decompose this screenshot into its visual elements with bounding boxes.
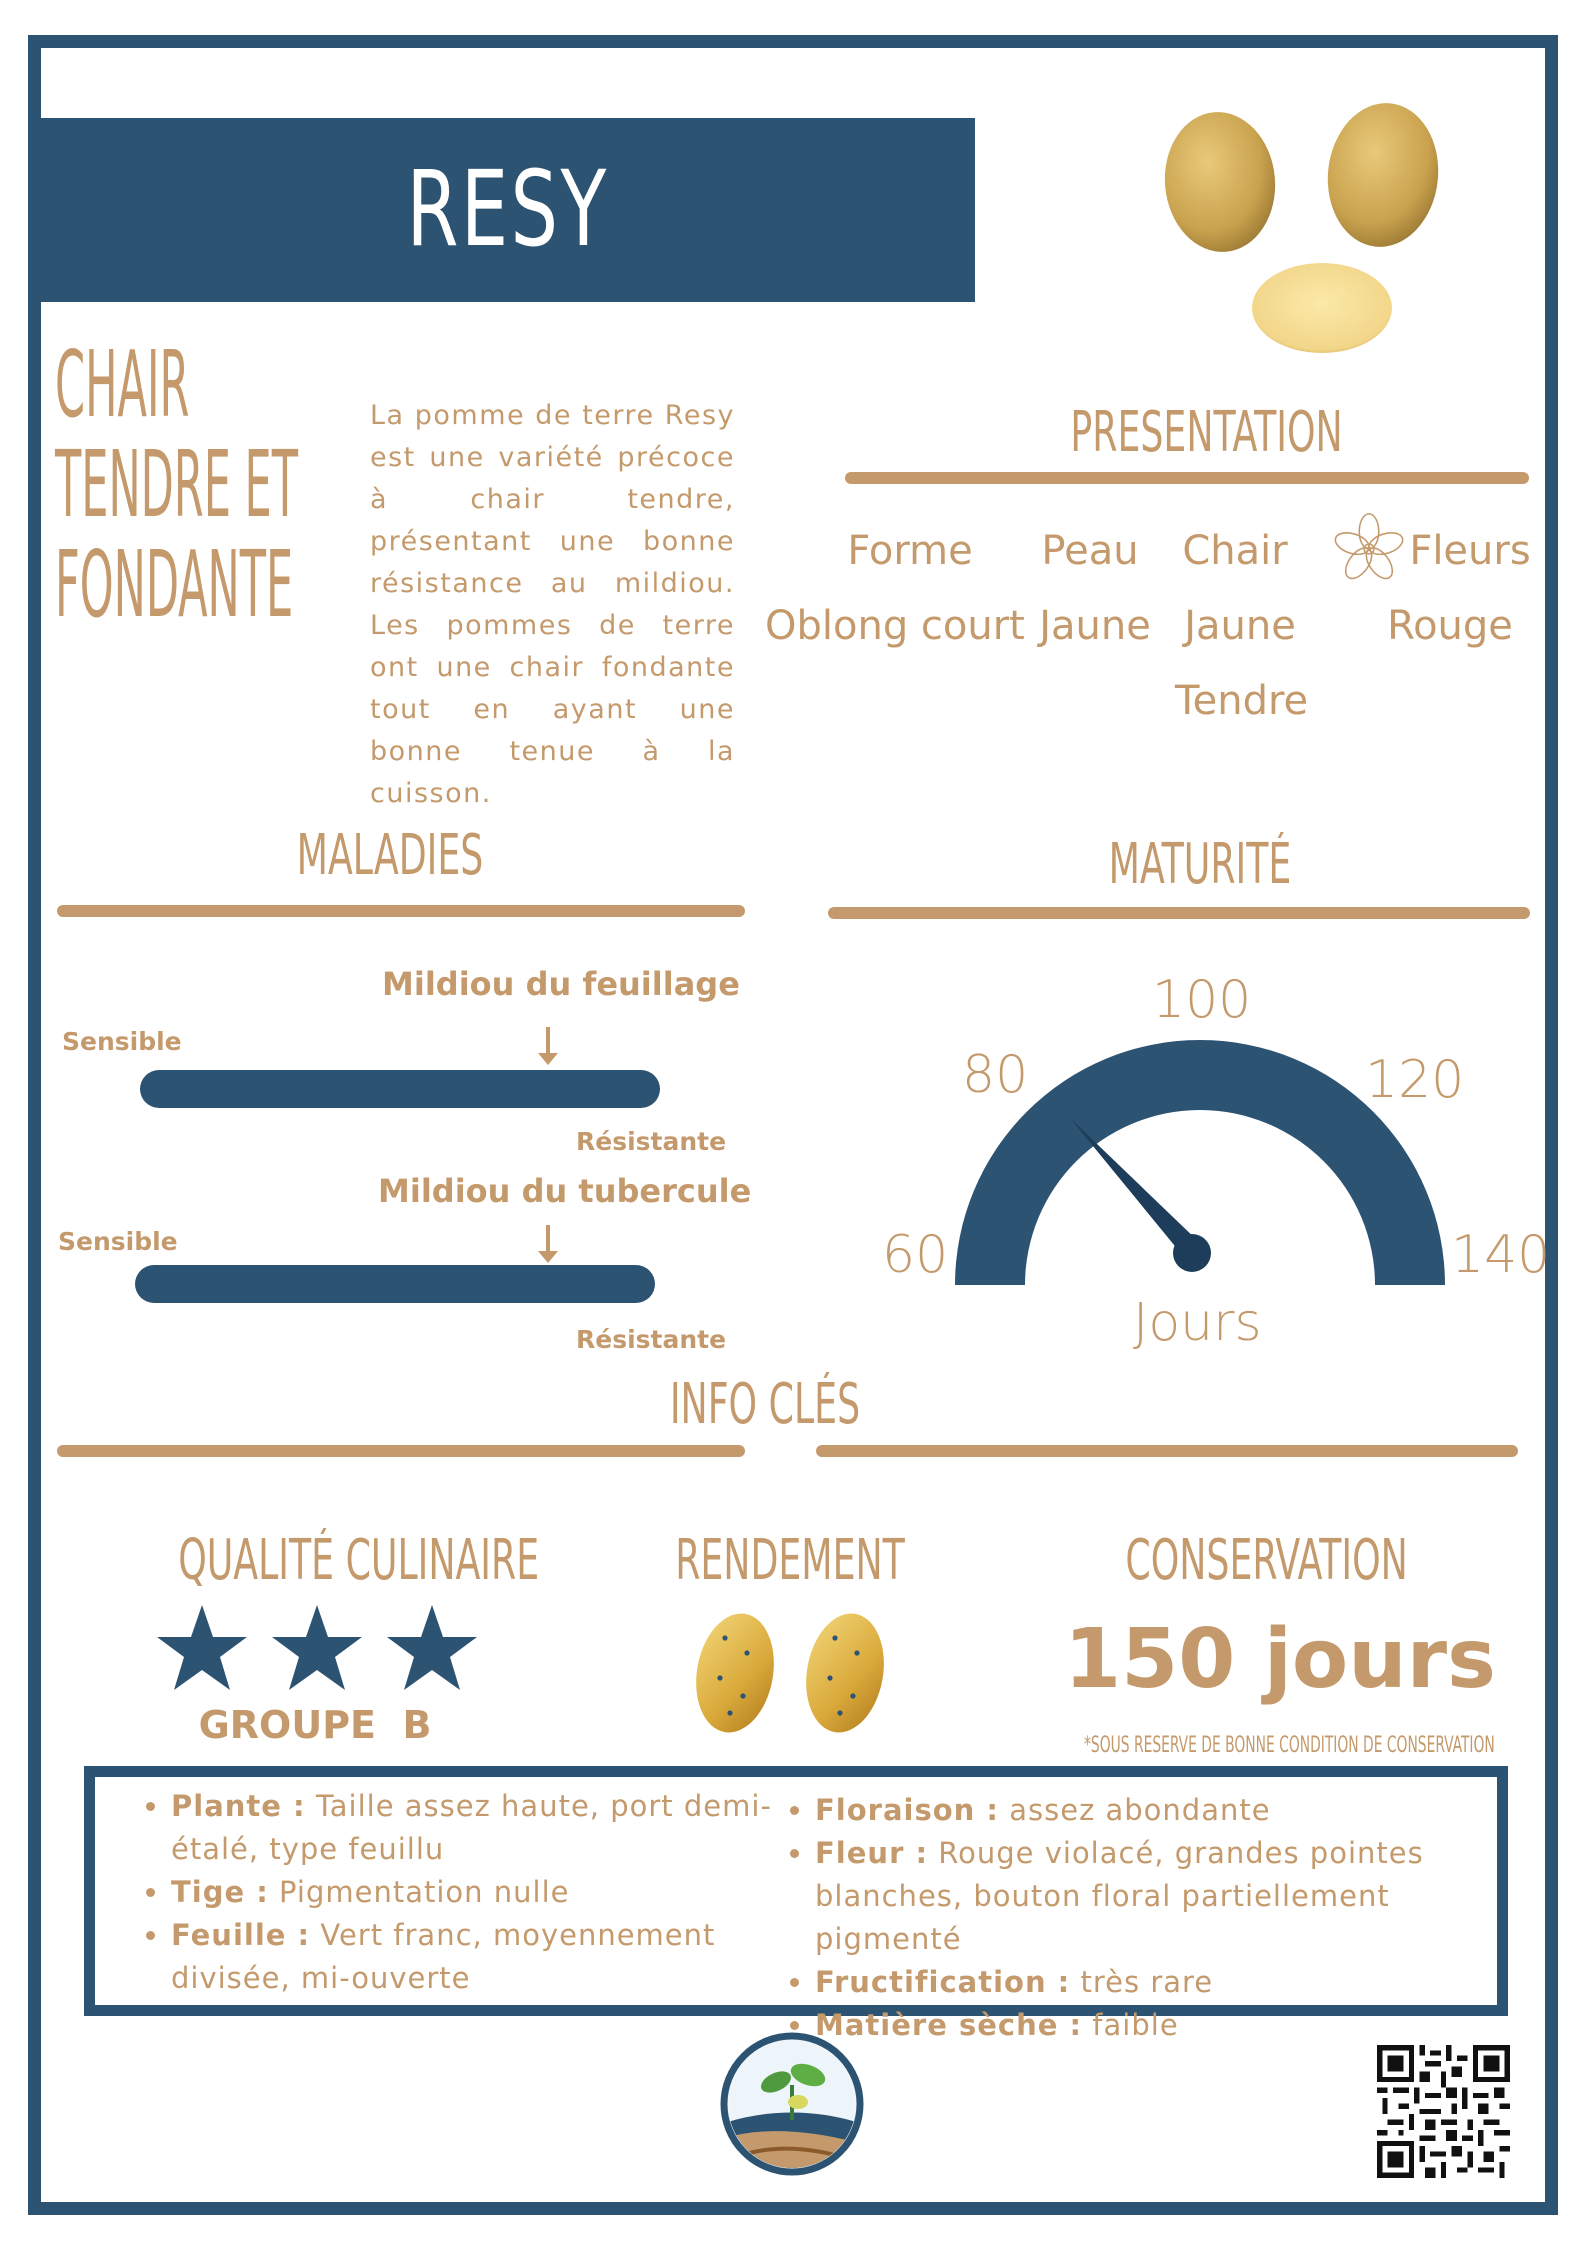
detail-item	[171, 1785, 781, 1871]
details-box	[84, 1766, 1508, 2042]
detail-value: assez abondante	[999, 1793, 1271, 1827]
tagline-line: TENDRE ET	[55, 431, 299, 538]
page-title: RESY	[406, 148, 609, 270]
detail-value: Taille assez haute, port demi-étalé, type feuillu	[171, 1789, 772, 1866]
info-cles-rule-right	[816, 1445, 1518, 1457]
detail-item	[815, 1832, 1505, 1961]
detail-value: Vert franc, moyennement divisée, mi-ouverte	[171, 1918, 716, 1995]
description: La pomme de terre Resy est une variété précoce à chair tendre, présentant une bonne résistance au mildiou. Les pommes de terre ont une chair fondante tout en ayant une bonne tenue à la cuisson.	[370, 400, 735, 809]
forme-label: Forme	[847, 528, 973, 574]
detail-key: Plante :	[171, 1789, 306, 1823]
yield-potatoes	[685, 1608, 895, 1738]
gauge-tick: 60	[882, 1225, 949, 1285]
logo	[718, 2030, 866, 2178]
detail-item	[815, 2004, 1505, 2047]
star-rating	[152, 1600, 482, 1695]
presentation-rule	[845, 472, 1529, 484]
qualite-heading: QUALITÉ CULINAIRE	[178, 1528, 540, 1593]
peau-value: Jaune	[1039, 603, 1151, 649]
chair-label: Chair	[1182, 528, 1288, 574]
qr-code	[1377, 2045, 1510, 2178]
potato-photo	[1150, 90, 1470, 370]
detail-key: Fructification :	[815, 1965, 1071, 1999]
detail-value: très rare	[1070, 1965, 1214, 1999]
detail-value: Rouge violacé, grandes pointes blanches, bouton floral partiellement pigmenté	[815, 1836, 1424, 1956]
detail-value: Pigmentation nulle	[268, 1875, 570, 1909]
info-cles-rule-left	[57, 1445, 745, 1457]
sensible-label: Sensible	[58, 1227, 178, 1256]
star-icon	[272, 1605, 362, 1690]
detail-key: Fleur :	[815, 1836, 929, 1870]
detail-item	[815, 1789, 1505, 1832]
potato-icon	[687, 1608, 783, 1738]
gauge-tick: 100	[1152, 970, 1252, 1030]
peau-label: Peau	[1041, 528, 1139, 574]
star-icon	[387, 1605, 477, 1690]
conservation-note: *SOUS RESERVE DE BONNE CONDITION DE CONSERVATION	[1084, 1733, 1495, 1758]
maturite-heading: MATURITÉ	[1108, 832, 1292, 897]
chair-value: Tendre	[1175, 678, 1309, 724]
detail-key: Matière sèche :	[815, 2008, 1083, 2042]
disease-name: Mildiou du feuillage	[382, 965, 740, 1003]
disease-name: Mildiou du tubercule	[378, 1172, 752, 1210]
gauge-pivot	[1173, 1234, 1211, 1272]
resistante-label: Résistante	[576, 1127, 727, 1156]
maturite-rule	[828, 907, 1530, 919]
chair-value: Jaune	[1184, 603, 1296, 649]
tagline-line: CHAIR	[55, 331, 190, 438]
detail-key: Tige :	[171, 1875, 269, 1909]
conservation-value: 150 jours	[1064, 1612, 1496, 1707]
flower-icon	[1330, 510, 1408, 588]
detail-item	[171, 1871, 781, 1914]
level-marker	[546, 1225, 550, 1255]
details-right	[785, 1789, 1505, 2047]
detail-key: Floraison :	[815, 1793, 1000, 1827]
maladies-heading: MALADIES	[296, 823, 484, 888]
gauge-unit: Jours	[1133, 1293, 1262, 1353]
info-cles-heading: INFO CLÉS	[669, 1372, 861, 1437]
sensible-label: Sensible	[62, 1027, 182, 1056]
level-marker	[546, 1027, 550, 1057]
detail-key: Feuille :	[171, 1918, 311, 1952]
tagline-line: FONDANTE	[55, 531, 294, 638]
presentation-heading: PRESENTATION	[1070, 400, 1343, 465]
culinary-group: GROUPE B	[198, 1703, 432, 1747]
fleurs-value: Rouge	[1387, 603, 1513, 649]
gauge-tick: 120	[1365, 1050, 1465, 1110]
maladies-rule	[57, 905, 745, 917]
resistance-bar	[135, 1265, 655, 1303]
conservation-heading: CONSERVATION	[1125, 1528, 1408, 1593]
resistance-bar	[140, 1070, 660, 1108]
gauge-tick: 140	[1451, 1225, 1551, 1285]
potato-icon	[797, 1608, 893, 1738]
detail-item	[815, 1961, 1505, 2004]
star-icon	[157, 1605, 247, 1690]
gauge-tick: 80	[962, 1045, 1029, 1105]
tagline	[55, 331, 299, 638]
detail-value: faible	[1082, 2008, 1179, 2042]
details-left	[141, 1785, 781, 2000]
forme-value: Oblong court	[765, 603, 1025, 649]
rendement-heading: RENDEMENT	[675, 1528, 905, 1593]
fleurs-label: Fleurs	[1409, 528, 1531, 574]
resistante-label: Résistante	[576, 1325, 727, 1354]
detail-item	[171, 1914, 781, 2000]
title-banner	[40, 118, 975, 302]
